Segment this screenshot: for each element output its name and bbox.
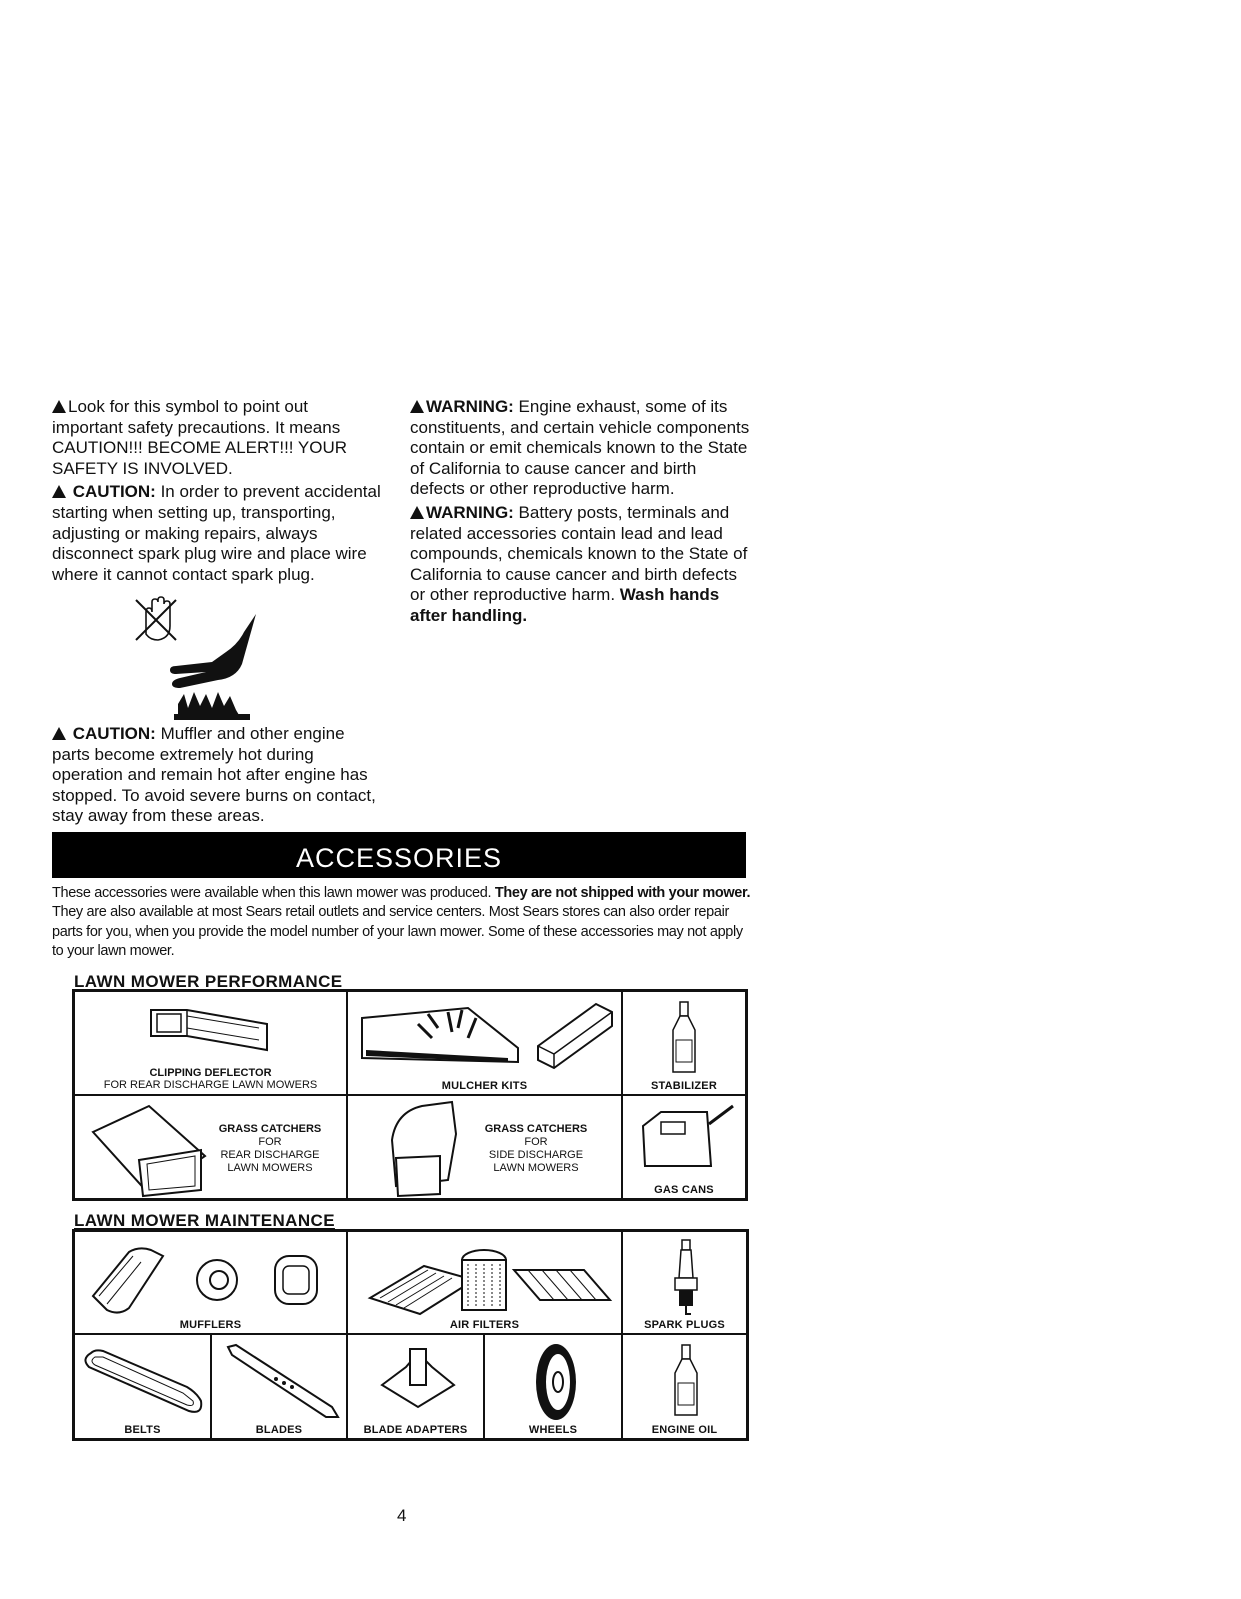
stabilizer-label: STABILIZER (651, 1080, 717, 1092)
gc-rear-type: REAR DISCHARGE (220, 1149, 320, 1161)
air-filters-cell (347, 1231, 622, 1334)
stabilizer-cell (622, 991, 746, 1095)
warning-triangle-icon (410, 506, 424, 519)
blade-adapters-label: BLADE ADAPTERS (363, 1424, 468, 1436)
gas-cans-cell (622, 1095, 746, 1199)
page-number: 4 (397, 1506, 407, 1525)
engine-oil-label: ENGINE OIL (651, 1424, 718, 1436)
maintenance-heading: LAWN MOWER MAINTENANCE (74, 1211, 335, 1230)
spark-plugs-cell (622, 1231, 747, 1334)
performance-heading: LAWN MOWER PERFORMANCE (74, 972, 343, 991)
wheels-cell (484, 1334, 622, 1439)
clipping-deflector-icon (147, 1006, 277, 1052)
blades-label: BLADES (255, 1424, 303, 1436)
belts-label: BELTS (124, 1424, 161, 1436)
mufflers-label: MUFFLERS (179, 1319, 242, 1331)
caution-disconnect: CAUTION: In order to prevent accidental starting when setting up, transporting, adjusting or making repairs, always disconnect spark plug wire and place wire where it cannot contact spark plug. (52, 482, 381, 584)
mulcher-kits-label: MULCHER KITS (441, 1080, 528, 1092)
gas-cans-label: GAS CANS (654, 1184, 714, 1196)
gc-side-mowers: LAWN MOWERS (493, 1162, 579, 1174)
gc-rear-for: FOR (258, 1136, 282, 1148)
spark-plug-icon (673, 1238, 699, 1318)
gc-rear-mowers: LAWN MOWERS (227, 1162, 313, 1174)
side-grass-catcher-icon (382, 1100, 462, 1198)
wheels-label: WHEELS (528, 1424, 578, 1436)
accessories-banner: ACCESSORIES (52, 832, 746, 878)
blades-cell (211, 1334, 347, 1439)
rear-grass-catcher-icon (89, 1102, 209, 1198)
symbol-note: Look for this symbol to point out important safety precautions. It means CAUTION!!! BECOME ALERT!!! YOUR SAFETY IS INVOLVED. (52, 397, 348, 478)
performance-grid (72, 989, 748, 1201)
warning-triangle-icon (410, 400, 424, 413)
spark-plugs-label: SPARK PLUGS (644, 1319, 725, 1331)
bottle-icon (669, 1000, 699, 1074)
mufflers-cell (74, 1231, 347, 1334)
accessories-intro: These accessories were available when this lawn mower was produced. They are not shipped with your mower. They are also available at most Sears retail outlets and service centers. Most Sears stores can also order repair parts for you, when you provide the model number of your lawn mower. Some of these accessories may not apply to your lawn mower. (52, 885, 751, 960)
caution-hot-muffler: CAUTION: Muffler and other engine parts become extremely hot during operation and remain hot after engine has stopped. To avoid severe burns on contact, stay away from these areas. (52, 724, 376, 826)
blade-icon (222, 1343, 342, 1421)
engine-oil-cell (622, 1334, 747, 1439)
oil-bottle-icon (671, 1343, 701, 1417)
warning-triangle-icon (52, 400, 66, 413)
clipping-deflector-label: CLIPPING DEFLECTOR (149, 1067, 272, 1079)
gc-side-for: FOR (524, 1136, 548, 1148)
gc-rear-label: GRASS CATCHERS (218, 1123, 322, 1135)
left-column (52, 397, 382, 588)
gc-side-type: SIDE DISCHARGE (488, 1149, 584, 1161)
gc-side-cell (347, 1095, 622, 1199)
left-column-bottom (52, 724, 382, 830)
mulcher-kit-icon (358, 998, 618, 1074)
right-column (410, 397, 750, 630)
mulcher-kits-cell (347, 991, 622, 1095)
maintenance-grid (72, 1229, 749, 1441)
warning-triangle-icon (52, 727, 66, 740)
belt-icon (79, 1343, 207, 1419)
blade-adapter-icon (378, 1345, 458, 1415)
blade-adapters-cell (347, 1334, 484, 1439)
clipping-deflector-cell (74, 991, 347, 1095)
warning-triangle-icon (52, 485, 66, 498)
warning-battery: WARNING: Battery posts, terminals and related accessories contain lead and lead compounds, chemicals known to the State of California to cause cancer and birth defects or other reproductive harm. Wash hands after handling. (410, 502, 748, 625)
air-filter-icon (364, 1240, 614, 1320)
clipping-deflector-sublabel: FOR REAR DISCHARGE LAWN MOWERS (103, 1079, 318, 1091)
belts-cell (74, 1334, 211, 1439)
muffler-icon (89, 1244, 339, 1318)
gc-rear-cell (74, 1095, 347, 1199)
air-filters-label: AIR FILTERS (449, 1319, 520, 1331)
wheel-icon (533, 1341, 579, 1423)
gas-can-icon (637, 1102, 737, 1172)
warning-exhaust: WARNING: Engine exhaust, some of its constituents, and certain vehicle components contain or emit chemicals known to the State of California to cause cancer and birth defects or other reproductive harm. (410, 397, 750, 499)
gc-side-label: GRASS CATCHERS (484, 1123, 588, 1135)
hot-surface-hand-icon (166, 612, 262, 720)
